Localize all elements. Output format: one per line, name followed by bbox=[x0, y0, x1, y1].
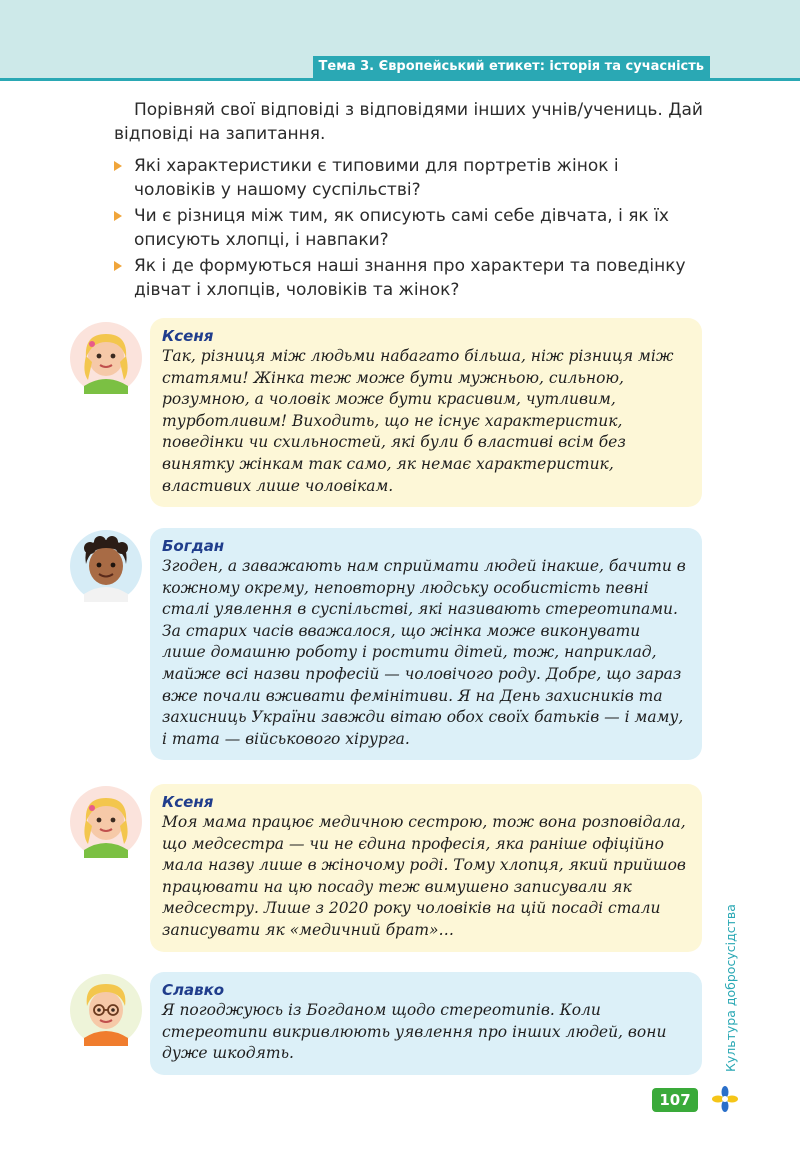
dialog-bubble-bohdan bbox=[150, 528, 702, 760]
topic-title: Тема 3. Європейський етикет: історія та сучасність bbox=[313, 56, 710, 78]
speaker-name: Богдан bbox=[162, 537, 225, 555]
header-rule bbox=[0, 78, 800, 81]
girl-avatar-icon bbox=[70, 322, 142, 394]
question-text: Які характеристики є типовими для портретів жінок і чоловіків у нашому суспільстві? bbox=[134, 156, 619, 200]
dialog-bubble-slavko bbox=[150, 972, 702, 1075]
question-item bbox=[112, 154, 704, 202]
dialog-bubble-kseniia-1 bbox=[150, 318, 702, 507]
triangle-bullet-icon bbox=[114, 161, 122, 171]
page-number: 107 bbox=[652, 1088, 698, 1112]
speaker-name: Ксеня bbox=[162, 327, 214, 345]
dialog-text: Моя мама працює медичною сестрою, тож вона розповідала, що медсестра — чи не єдина професія, яка раніше офіційно мала назву лише в жіночому роді. Тому хлопця, який прийшов працювати на цю посаду теж вимушено записували як медсестру. Лише з 2020 року чоловіків на цій посаді стали записувати як «медичний брат»… bbox=[162, 813, 686, 939]
section-side-label: Культура добросусідства bbox=[723, 904, 738, 1072]
boy-avatar-icon bbox=[70, 530, 142, 602]
dialog-text: Я погоджуюсь із Богданом щодо стереотипів. Коли стереотипи викривлюють уявлення про інших людей, вони дуже шкодять. bbox=[162, 1001, 667, 1063]
triangle-bullet-icon bbox=[114, 261, 122, 271]
question-list bbox=[112, 154, 704, 304]
triangle-bullet-icon bbox=[114, 211, 122, 221]
question-item bbox=[112, 254, 704, 302]
girl-avatar-icon bbox=[70, 786, 142, 858]
speaker-name: Ксеня bbox=[162, 793, 214, 811]
intro-paragraph: Порівняй свої відповіді з відповідями інших учнів/учениць. Дай відповіді на запитання. bbox=[114, 100, 703, 144]
dialog-text: Так, різниця між людьми набагато більша, ніж різниця між статями! Жінка теж може бути мужньою, сильною, розумною, а чоловік може бути красивим, чутливим, турботливим! Виходить, що не існує характеристик, поведінки чи схильностей, які були б властиві всім без винятку жінкам так само, як немає характеристик, властивих лише чоловікам. bbox=[162, 347, 674, 495]
question-text: Як і де формуються наші знання про характери та поведінку дівчат і хлопців, чоловіків та жінок? bbox=[134, 256, 686, 300]
boy-with-glasses-avatar-icon bbox=[70, 974, 142, 1046]
question-text: Чи є різниця між тим, як описують самі себе дівчата, і як їх описують хлопці, і навпаки? bbox=[134, 206, 669, 250]
flower-icon bbox=[712, 1086, 738, 1112]
dialog-bubble-kseniia-2 bbox=[150, 784, 702, 952]
dialog-text: Згоден, а заважають нам сприймати людей інакше, бачити в кожному окрему, неповторну людську особистість певні сталі уявлення в суспільстві, які називають стереотипами. За старих часів вважалося, що жінка може виконувати лише домашню роботу і ростити дітей, тож, наприклад, майже всі назви професій — чоловічого роду. Добре, що зараз вже почали вживати фемінітиви. Я на День захисників та захисниць України завжди вітаю обох своїх батьків — і маму, і тата — військового хірурга. bbox=[162, 557, 686, 748]
question-item bbox=[112, 204, 704, 252]
speaker-name: Славко bbox=[162, 981, 225, 999]
